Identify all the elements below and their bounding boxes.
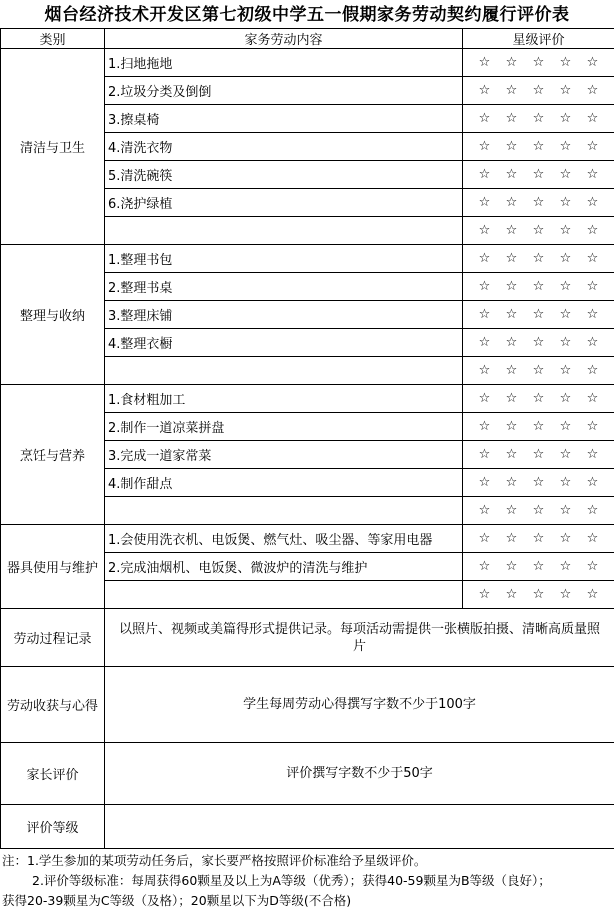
- star-icon[interactable]: ☆: [586, 251, 599, 266]
- star-rating: [463, 273, 614, 301]
- star-icon[interactable]: ☆: [505, 55, 518, 70]
- table-row: [1, 385, 614, 413]
- star-icon[interactable]: ☆: [586, 307, 599, 322]
- category-cell: 整理与收纳: [1, 245, 105, 385]
- star-icon[interactable]: ☆: [505, 111, 518, 126]
- evaluation-table: [0, 28, 614, 849]
- star-icon[interactable]: ☆: [586, 419, 599, 434]
- note-line-3: 获得20-39颗星为C等级（及格）；20颗星以下为D等级(不合格): [2, 893, 352, 908]
- star-icon[interactable]: ☆: [559, 335, 572, 350]
- table-row: [1, 667, 614, 743]
- star-icon[interactable]: ☆: [505, 223, 518, 238]
- star-icon[interactable]: ☆: [532, 251, 545, 266]
- task-item: 4.制作甜点: [105, 469, 463, 497]
- star-icon[interactable]: ☆: [505, 195, 518, 210]
- page-title: 烟台经济技术开发区第七初级中学五一假期家务劳动契约履行评价表: [44, 5, 570, 25]
- star-icon[interactable]: ☆: [478, 139, 491, 154]
- star-icon[interactable]: ☆: [532, 223, 545, 238]
- star-icon[interactable]: ☆: [559, 447, 572, 462]
- star-rating: [463, 497, 614, 525]
- notes: [2, 851, 612, 911]
- star-icon[interactable]: ☆: [586, 531, 599, 546]
- star-rating: [463, 441, 614, 469]
- star-icon[interactable]: ☆: [559, 251, 572, 266]
- table-row: [1, 525, 614, 553]
- star-icon[interactable]: ☆: [532, 279, 545, 294]
- star-rating: [463, 133, 614, 161]
- task-item: 1.扫地拖地: [105, 49, 463, 77]
- star-icon[interactable]: ☆: [505, 251, 518, 266]
- category-cell: 清洁与卫生: [1, 49, 105, 245]
- row-description: 评价撰写字数不少于50字: [105, 743, 614, 805]
- star-icon[interactable]: ☆: [478, 531, 491, 546]
- task-item: 1.会使用洗衣机、电饭煲、燃气灶、吸尘器、等家用电器: [105, 525, 463, 553]
- task-item: 2.完成油烟机、电饭煲、微波炉的清洗与维护: [105, 553, 463, 581]
- task-item: 4.整理衣橱: [105, 329, 463, 357]
- star-rating: [463, 581, 614, 609]
- star-icon[interactable]: ☆: [478, 83, 491, 98]
- star-icon[interactable]: ☆: [532, 587, 545, 602]
- task-item: [105, 497, 463, 525]
- star-icon[interactable]: ☆: [478, 475, 491, 490]
- star-icon[interactable]: ☆: [586, 363, 599, 378]
- row-label: 劳动过程记录: [1, 609, 105, 667]
- star-icon[interactable]: ☆: [586, 587, 599, 602]
- star-icon[interactable]: ☆: [586, 223, 599, 238]
- star-icon[interactable]: ☆: [559, 559, 572, 574]
- star-icon[interactable]: ☆: [505, 447, 518, 462]
- star-rating: [463, 105, 614, 133]
- star-icon[interactable]: ☆: [478, 503, 491, 518]
- star-rating: [463, 329, 614, 357]
- task-item: 1.整理书包: [105, 245, 463, 273]
- star-rating: [463, 301, 614, 329]
- star-icon[interactable]: ☆: [559, 503, 572, 518]
- star-icon[interactable]: ☆: [478, 223, 491, 238]
- star-icon[interactable]: ☆: [478, 167, 491, 182]
- star-rating: [463, 553, 614, 581]
- star-rating: [463, 413, 614, 441]
- star-icon[interactable]: ☆: [505, 363, 518, 378]
- star-icon[interactable]: ☆: [559, 531, 572, 546]
- star-icon[interactable]: ☆: [586, 503, 599, 518]
- star-icon[interactable]: ☆: [559, 55, 572, 70]
- star-icon[interactable]: ☆: [505, 83, 518, 98]
- star-icon[interactable]: ☆: [532, 307, 545, 322]
- table-row: [1, 49, 614, 77]
- task-item: [105, 581, 463, 609]
- table-row: [1, 245, 614, 273]
- star-icon[interactable]: ☆: [559, 419, 572, 434]
- star-icon[interactable]: ☆: [586, 83, 599, 98]
- star-icon[interactable]: ☆: [559, 195, 572, 210]
- star-icon[interactable]: ☆: [532, 139, 545, 154]
- star-icon[interactable]: ☆: [586, 167, 599, 182]
- task-item: 1.食材粗加工: [105, 385, 463, 413]
- category-cell: 器具使用与维护: [1, 525, 105, 609]
- row-label: 劳动收获与心得: [1, 667, 105, 743]
- task-item: 2.垃圾分类及倒倒: [105, 77, 463, 105]
- task-item: 6.浇护绿植: [105, 189, 463, 217]
- star-rating: [463, 525, 614, 553]
- task-item: 3.完成一道家常菜: [105, 441, 463, 469]
- task-item: [105, 357, 463, 385]
- star-icon[interactable]: ☆: [505, 335, 518, 350]
- star-icon[interactable]: ☆: [505, 307, 518, 322]
- star-rating: [463, 357, 614, 385]
- star-rating: [463, 161, 614, 189]
- star-rating: [463, 49, 614, 77]
- star-icon[interactable]: ☆: [586, 447, 599, 462]
- star-icon[interactable]: ☆: [478, 559, 491, 574]
- star-icon[interactable]: ☆: [532, 475, 545, 490]
- star-icon[interactable]: ☆: [559, 391, 572, 406]
- star-icon[interactable]: ☆: [532, 503, 545, 518]
- star-icon[interactable]: ☆: [586, 55, 599, 70]
- star-icon[interactable]: ☆: [532, 83, 545, 98]
- star-icon[interactable]: ☆: [478, 335, 491, 350]
- star-icon[interactable]: ☆: [478, 587, 491, 602]
- star-icon[interactable]: ☆: [532, 111, 545, 126]
- star-icon[interactable]: ☆: [559, 307, 572, 322]
- table-header-row: [1, 29, 614, 49]
- star-icon[interactable]: ☆: [532, 447, 545, 462]
- row-description: 以照片、视频或美篇得形式提供记录。每项活动需提供一张横版拍摄、清晰高质量照片: [105, 609, 614, 667]
- star-icon[interactable]: ☆: [505, 419, 518, 434]
- star-icon[interactable]: ☆: [586, 391, 599, 406]
- star-icon[interactable]: ☆: [559, 587, 572, 602]
- header-content: 家务劳动内容: [105, 29, 463, 49]
- task-item: 2.制作一道凉菜拼盘: [105, 413, 463, 441]
- task-item: 5.清洗碗筷: [105, 161, 463, 189]
- note-line-2: 2.评价等级标准：每周获得60颗星及以上为A等级（优秀）；获得40-59颗星为B等级（良好）；: [32, 873, 551, 888]
- star-icon[interactable]: ☆: [478, 391, 491, 406]
- star-icon[interactable]: ☆: [559, 167, 572, 182]
- task-item: 2.整理书桌: [105, 273, 463, 301]
- star-icon[interactable]: ☆: [505, 503, 518, 518]
- star-icon[interactable]: ☆: [559, 111, 572, 126]
- star-icon[interactable]: ☆: [505, 587, 518, 602]
- star-icon[interactable]: ☆: [478, 307, 491, 322]
- star-icon[interactable]: ☆: [478, 251, 491, 266]
- star-icon[interactable]: ☆: [559, 363, 572, 378]
- star-rating: [463, 245, 614, 273]
- star-icon[interactable]: ☆: [478, 419, 491, 434]
- star-icon[interactable]: ☆: [559, 279, 572, 294]
- table-row: [1, 805, 614, 849]
- star-icon[interactable]: ☆: [478, 55, 491, 70]
- star-rating: [463, 189, 614, 217]
- star-icon[interactable]: ☆: [559, 475, 572, 490]
- star-rating: [463, 385, 614, 413]
- header-rating: 星级评价: [463, 29, 614, 49]
- star-icon[interactable]: ☆: [505, 559, 518, 574]
- star-icon[interactable]: ☆: [505, 391, 518, 406]
- star-icon[interactable]: ☆: [586, 195, 599, 210]
- star-icon[interactable]: ☆: [532, 363, 545, 378]
- star-icon[interactable]: ☆: [586, 335, 599, 350]
- star-rating: [463, 217, 614, 245]
- star-icon[interactable]: ☆: [586, 279, 599, 294]
- star-rating: [463, 77, 614, 105]
- row-label: 评价等级: [1, 805, 105, 849]
- star-icon[interactable]: ☆: [559, 223, 572, 238]
- note-line-1: 注：1.学生参加的某项劳动任务后，家长要严格按照评价标准给予星级评价。: [2, 853, 427, 868]
- star-icon[interactable]: ☆: [532, 55, 545, 70]
- star-icon[interactable]: ☆: [478, 447, 491, 462]
- task-item: [105, 217, 463, 245]
- star-icon[interactable]: ☆: [532, 335, 545, 350]
- category-cell: 烹饪与营养: [1, 385, 105, 525]
- star-icon[interactable]: ☆: [586, 559, 599, 574]
- star-icon[interactable]: ☆: [505, 139, 518, 154]
- star-icon[interactable]: ☆: [478, 279, 491, 294]
- star-icon[interactable]: ☆: [532, 531, 545, 546]
- star-icon[interactable]: ☆: [532, 167, 545, 182]
- star-icon[interactable]: ☆: [586, 475, 599, 490]
- star-icon[interactable]: ☆: [478, 111, 491, 126]
- star-icon[interactable]: ☆: [586, 111, 599, 126]
- star-icon[interactable]: ☆: [478, 363, 491, 378]
- star-icon[interactable]: ☆: [586, 139, 599, 154]
- task-item: 3.擦桌椅: [105, 105, 463, 133]
- star-icon[interactable]: ☆: [505, 167, 518, 182]
- header-category: 类别: [1, 29, 105, 49]
- star-icon[interactable]: ☆: [532, 195, 545, 210]
- star-icon[interactable]: ☆: [505, 475, 518, 490]
- row-label: 家长评价: [1, 743, 105, 805]
- table-row: [1, 609, 614, 667]
- table-row: [1, 743, 614, 805]
- star-icon[interactable]: ☆: [505, 279, 518, 294]
- task-item: 4.清洗衣物: [105, 133, 463, 161]
- star-icon[interactable]: ☆: [478, 195, 491, 210]
- star-icon[interactable]: ☆: [505, 531, 518, 546]
- star-rating: [463, 469, 614, 497]
- task-item: 3.整理床铺: [105, 301, 463, 329]
- star-icon[interactable]: ☆: [532, 391, 545, 406]
- star-icon[interactable]: ☆: [559, 83, 572, 98]
- star-icon[interactable]: ☆: [532, 559, 545, 574]
- star-icon[interactable]: ☆: [532, 419, 545, 434]
- row-description: [105, 805, 614, 849]
- row-description: 学生每周劳动心得撰写字数不少于100字: [105, 667, 614, 743]
- star-icon[interactable]: ☆: [559, 139, 572, 154]
